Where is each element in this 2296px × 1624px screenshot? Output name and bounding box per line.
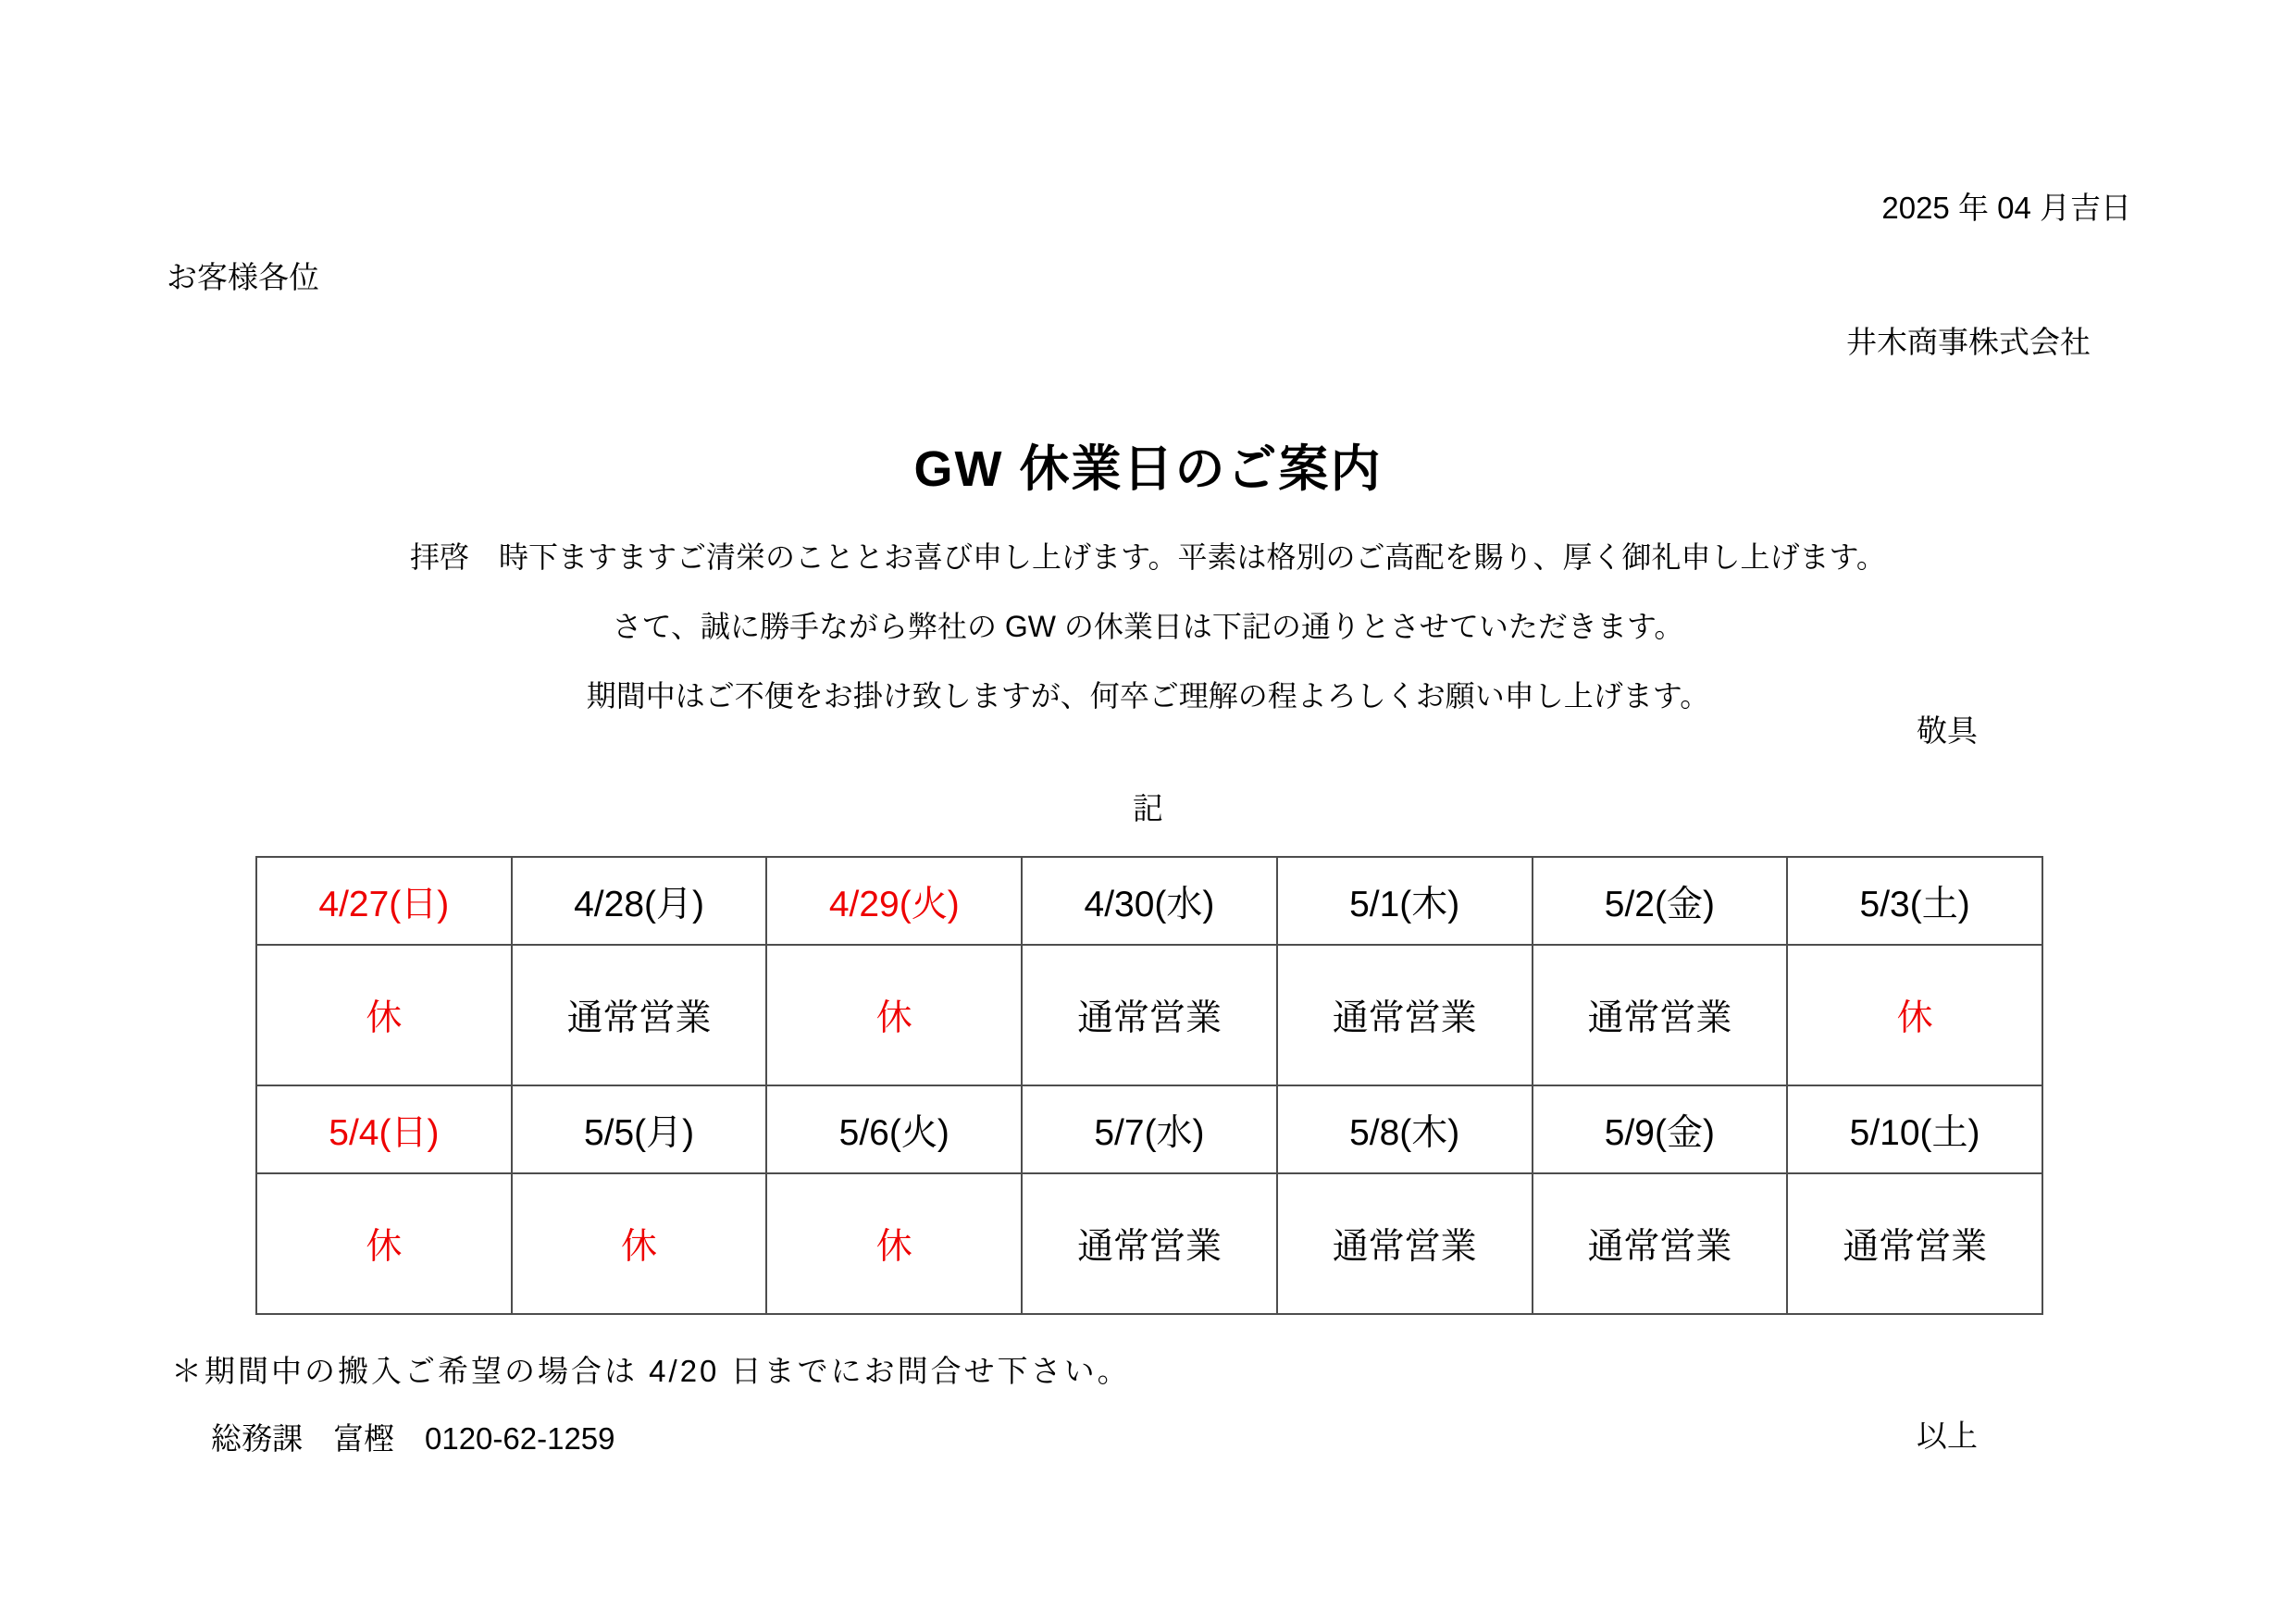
schedule-status-cell: 通常営業 — [1533, 1173, 1788, 1314]
table-row-status — [256, 1173, 2042, 1314]
addressee: お客様各位 — [167, 260, 319, 294]
schedule-status-cell: 休 — [512, 1173, 767, 1314]
schedule-date-cell: 4/27(日) — [256, 857, 512, 945]
schedule-status-cell: 休 — [1787, 945, 2042, 1085]
company-name: 井木商事株式会社 — [1846, 325, 2091, 359]
schedule-status-cell: 休 — [256, 1173, 512, 1314]
schedule-status-cell: 通常営業 — [1022, 945, 1277, 1085]
schedule-date-cell: 5/3(土) — [1787, 857, 2042, 945]
schedule-date-cell: 5/4(日) — [256, 1085, 512, 1173]
apology-paragraph: 期間中はご不便をお掛け致しますが、何卒ご理解の程よろしくお願い申し上げます。 — [586, 679, 1710, 713]
schedule-date-cell: 5/6(火) — [766, 1085, 1022, 1173]
schedule-status-cell: 通常営業 — [1787, 1173, 2042, 1314]
schedule-date-cell: 5/9(金) — [1533, 1085, 1788, 1173]
document-date: 2025 年 04 月吉日 — [1881, 191, 2131, 225]
announcement-paragraph: さて、誠に勝手ながら弊社の GW の休業日は下記の通りとさせていただきます。 — [612, 610, 1684, 643]
schedule-date-cell: 4/30(水) — [1022, 857, 1277, 945]
schedule-date-cell: 4/29(火) — [766, 857, 1022, 945]
table-row-status — [256, 945, 2042, 1085]
schedule-status-cell: 通常営業 — [512, 945, 767, 1085]
schedule-date-cell: 5/2(金) — [1533, 857, 1788, 945]
schedule-date-cell: 5/7(水) — [1022, 1085, 1277, 1173]
schedule-date-cell: 5/1(木) — [1277, 857, 1533, 945]
greeting-paragraph: 拝啓 時下ますますご清栄のこととお喜び申し上げます。平素は格別のご高配を賜り、厚く御礼申し上げます。 — [410, 540, 1886, 574]
page-title: GW 休業日のご案内 — [913, 441, 1383, 498]
schedule-status-cell: 通常営業 — [1022, 1173, 1277, 1314]
schedule-status-cell: 休 — [766, 1173, 1022, 1314]
schedule-table — [255, 856, 2043, 1315]
schedule-date-cell: 5/10(土) — [1787, 1085, 2042, 1173]
schedule-status-cell: 通常営業 — [1277, 1173, 1533, 1314]
schedule-status-cell: 休 — [256, 945, 512, 1085]
schedule-status-cell: 休 — [766, 945, 1022, 1085]
table-row-dates — [256, 1085, 2042, 1173]
schedule-date-cell: 4/28(月) — [512, 857, 767, 945]
schedule-status-cell: 通常営業 — [1533, 945, 1788, 1085]
closing-keigu: 敬具 — [1917, 713, 1978, 748]
record-marker-ki: 記 — [1133, 791, 1163, 825]
schedule-date-cell: 5/8(木) — [1277, 1085, 1533, 1173]
deadline-note: ＊期間中の搬入ご希望の場合は 4/20 日までにお問合せ下さい。 — [171, 1354, 1131, 1388]
table-row-dates — [256, 857, 2042, 945]
contact-info: 総務課 富樫 0120-62-1259 — [211, 1421, 615, 1456]
schedule-table-body — [256, 857, 2042, 1314]
end-marker-ijou: 以上 — [1917, 1419, 1978, 1453]
schedule-status-cell: 通常営業 — [1277, 945, 1533, 1085]
schedule-date-cell: 5/5(月) — [512, 1085, 767, 1173]
